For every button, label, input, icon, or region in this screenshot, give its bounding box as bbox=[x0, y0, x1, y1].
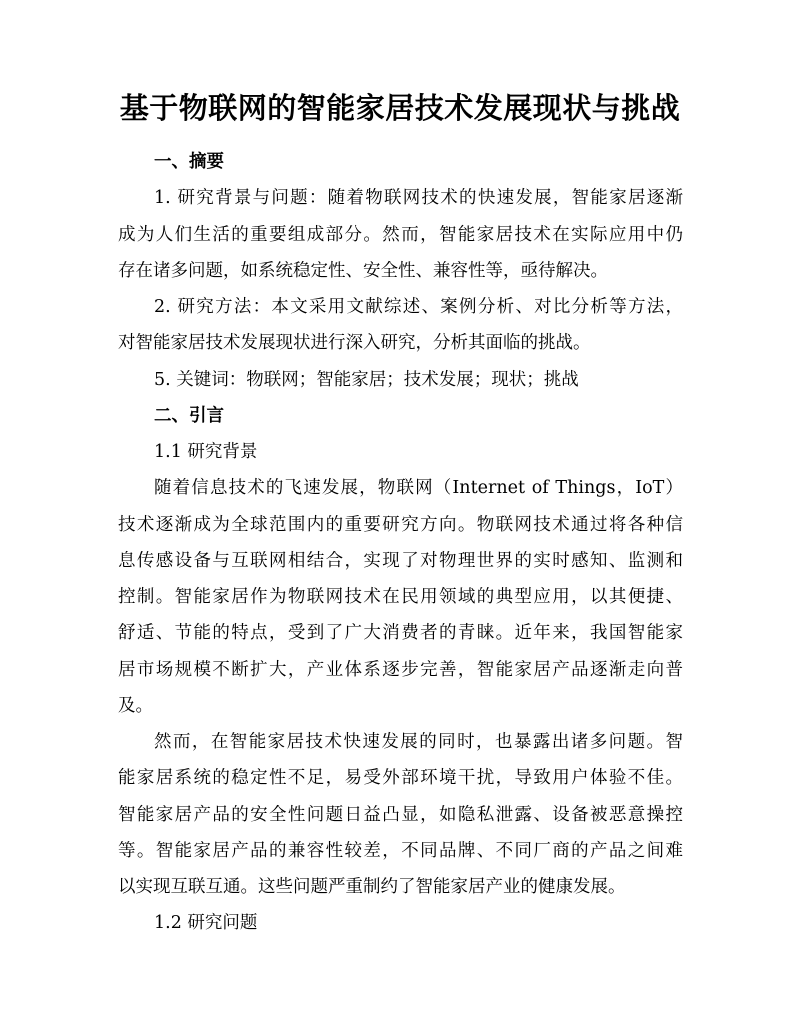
section-heading-abstract: 一、摘要 bbox=[154, 152, 224, 172]
keywords-line: 5. 关键词：物联网；智能家居；技术发展；现状；挑战 bbox=[154, 370, 579, 390]
paragraph-line: 2. 研究方法：本文采用文献综述、案例分析、对比分析等方法， bbox=[154, 297, 683, 317]
paragraph-line: 居市场规模不断扩大，产业体系逐步完善，智能家居产品逐渐走向普 bbox=[118, 660, 683, 680]
section-heading-introduction: 二、引言 bbox=[154, 406, 224, 426]
paragraph-line: 智能家居产品的安全性问题日益凸显，如隐私泄露、设备被恶意操控 bbox=[118, 805, 683, 825]
subsection-heading-research-questions: 1.2 研究问题 bbox=[154, 913, 258, 933]
paragraph-line: 技术逐渐成为全球范围内的重要研究方向。物联网技术通过将各种信 bbox=[118, 515, 683, 535]
document-title: 基于物联网的智能家居技术发展现状与挑战 bbox=[119, 91, 681, 125]
paragraph-line: 对智能家居技术发展现状进行深入研究，分析其面临的挑战。 bbox=[118, 333, 591, 353]
paragraph-line: 成为人们生活的重要组成部分。然而，智能家居技术在实际应用中仍 bbox=[118, 225, 683, 245]
paragraph-line: 以实现互联互通。这些问题严重制约了智能家居产业的健康发展。 bbox=[118, 877, 626, 897]
paragraph-line: 随着信息技术的飞速发展，物联网（Internet of Things，IoT） bbox=[154, 478, 683, 498]
paragraph-line: 舒适、节能的特点，受到了广大消费者的青睐。近年来，我国智能家 bbox=[118, 623, 683, 643]
paragraph-line: 及。 bbox=[118, 696, 153, 716]
paragraph-line: 存在诸多问题，如系统稳定性、安全性、兼容性等，亟待解决。 bbox=[118, 261, 608, 281]
paragraph-line: 息传感设备与互联网相结合，实现了对物理世界的实时感知、监测和 bbox=[118, 551, 683, 571]
paragraph-line: 控制。智能家居作为物联网技术在民用领域的典型应用，以其便捷、 bbox=[118, 587, 683, 607]
paragraph-line: 等。智能家居产品的兼容性较差，不同品牌、不同厂商的产品之间难 bbox=[118, 841, 683, 861]
subsection-heading-background: 1.1 研究背景 bbox=[154, 442, 258, 462]
paragraph-line: 1. 研究背景与问题：随着物联网技术的快速发展，智能家居逐渐 bbox=[154, 188, 683, 208]
paragraph-line: 然而，在智能家居技术快速发展的同时，也暴露出诸多问题。智 bbox=[154, 732, 683, 752]
paragraph-line: 能家居系统的稳定性不足，易受外部环境干扰，导致用户体验不佳。 bbox=[118, 768, 683, 788]
